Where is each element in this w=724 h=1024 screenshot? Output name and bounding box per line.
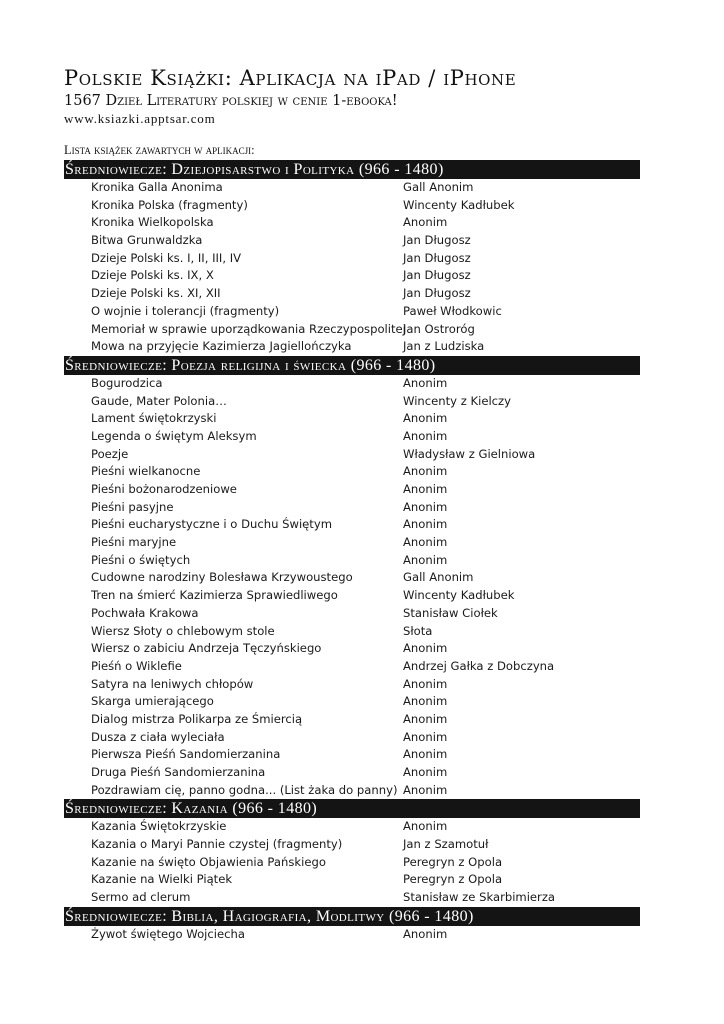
book-author: Anonim (403, 428, 448, 443)
book-title: Dusza z ciała wyleciała (91, 729, 225, 744)
book-author: Anonim (403, 411, 448, 426)
book-author: Anonim (403, 711, 448, 726)
book-row (64, 481, 640, 499)
book-title: Pieśń o Wiklefie (91, 658, 182, 673)
book-author: Władysław z Gielniowa (403, 446, 536, 461)
book-title: Żywot świętego Wojciecha (91, 926, 245, 941)
book-author: Peregryn z Opola (403, 854, 503, 869)
book-title: Lament świętokrzyski (91, 411, 217, 426)
book-title: Bogurodzica (91, 375, 163, 390)
book-title: Kronika Galla Anonima (91, 180, 223, 194)
book-title: Dialog mistrza Polikarpa ze Śmiercią (91, 711, 303, 726)
book-title: Tren na śmierć Kazimierza Sprawiedliwego (91, 588, 338, 603)
book-title: Kronika Polska (fragmenty) (91, 197, 248, 212)
document-title: Polskie Książki: Aplikacja na iPad / iPhone (64, 66, 517, 90)
book-author: Anonim (403, 641, 448, 656)
book-title: Poezje (91, 446, 129, 461)
book-row (64, 871, 640, 889)
book-author: Gall Anonim (403, 570, 474, 585)
book-row (64, 250, 640, 268)
book-author: Stanisław Ciołek (403, 605, 498, 620)
book-row (64, 729, 640, 747)
book-author: Jan Ostroróg (403, 321, 475, 336)
book-row (64, 552, 640, 570)
book-author: Anonim (403, 215, 448, 230)
book-title: Gaude, Mater Polonia… (91, 393, 227, 408)
book-row (64, 926, 640, 944)
list-label: Lista książek zawartych w aplikacji: (64, 143, 255, 157)
book-author: Anonim (403, 375, 448, 390)
book-row (64, 338, 640, 356)
book-author: Jan Długosz (403, 286, 471, 301)
book-author: Anonim (403, 765, 448, 779)
book-title: Kronika Wielkopolska (91, 215, 214, 230)
book-row (64, 623, 640, 641)
book-row (64, 640, 640, 658)
book-title: Pieśni maryjne (91, 535, 177, 550)
book-row (64, 658, 640, 676)
website-url: www.ksiazki.apptsar.com (64, 111, 216, 126)
book-title: Bitwa Grunwaldzka (91, 233, 203, 248)
book-author: Paweł Włodkowic (403, 303, 502, 318)
book-row (64, 854, 640, 872)
book-title: Druga Pieśń Sandomierzanina (91, 765, 266, 779)
book-author: Anonim (403, 517, 448, 532)
book-title: Pierwsza Pieśń Sandomierzanina (91, 747, 281, 762)
book-author: Jan z Szamotuł (403, 837, 489, 852)
book-row (64, 214, 640, 232)
book-title: Kazanie na święto Objawienia Pańskiego (91, 854, 326, 869)
book-author: Anonim (403, 926, 448, 941)
book-author: Anonim (403, 552, 448, 567)
book-row (64, 676, 640, 694)
book-row (64, 393, 640, 411)
book-author: Jan Długosz (403, 268, 471, 283)
book-author: Wincenty Kadłubek (403, 197, 515, 212)
book-title: Cudowne narodziny Bolesława Krzywoustego (91, 570, 353, 585)
book-author: Stanisław ze Skarbimierza (403, 890, 556, 905)
book-row (64, 889, 640, 907)
book-row (64, 267, 640, 285)
book-row (64, 428, 640, 446)
book-title: Pieśni o świętych (91, 552, 191, 567)
book-author: Wincenty Kadłubek (403, 588, 515, 603)
book-title: Dzieje Polski ks. XI, XII (91, 286, 221, 301)
book-row (64, 375, 640, 393)
book-row (64, 197, 640, 215)
book-row (64, 516, 640, 534)
book-author: Anonim (403, 747, 448, 762)
book-row (64, 446, 640, 464)
book-author: Anonim (403, 482, 448, 496)
book-title: Wiersz o zabiciu Andrzeja Tęczyńskiego (91, 641, 322, 656)
book-author: Anonim (403, 694, 448, 709)
book-title: Wiersz Słoty o chlebowym stole (91, 623, 275, 638)
book-row (64, 410, 640, 428)
section-header: Średniowiecze: Biblia, Hagiografia, Modlitwy (966 - 1480) (64, 907, 640, 926)
book-author: Gall Anonim (403, 180, 474, 194)
book-row (64, 179, 640, 197)
book-author: Anonim (403, 464, 448, 479)
book-title: Pozdrawiam cię, panno godna... (List żaka do panny) (91, 782, 398, 797)
book-row (64, 782, 640, 800)
book-row (64, 285, 640, 303)
book-row (64, 746, 640, 764)
book-row (64, 569, 640, 587)
document-subtitle: 1567 Dzieł Literatury polskiej w cenie 1-ebooka! (64, 93, 398, 109)
book-title: Pieśni wielkanocne (91, 464, 201, 479)
book-row (64, 321, 640, 339)
book-title: Mowa na przyjęcie Kazimierza Jagiellończyka (91, 339, 352, 354)
book-author: Słota (403, 623, 433, 638)
book-row (64, 764, 640, 782)
book-row (64, 587, 640, 605)
book-title: Pieśni pasyjne (91, 499, 174, 514)
book-row (64, 534, 640, 552)
book-title: Pochwała Krakowa (91, 605, 199, 620)
book-title: Pieśni bożonarodzeniowe (91, 482, 237, 496)
book-row (64, 605, 640, 623)
book-row (64, 499, 640, 517)
book-title: Pieśni eucharystyczne i o Duchu Świętym (91, 517, 333, 532)
book-author: Jan z Ludziska (403, 339, 485, 354)
book-author: Anonim (403, 499, 448, 514)
book-title: Satyra na leniwych chłopów (91, 676, 254, 691)
book-title: Kazania o Maryi Pannie czystej (fragmenty) (91, 837, 343, 852)
book-author: Wincenty z Kielczy (403, 393, 511, 408)
book-row (64, 818, 640, 836)
book-title: Kazania Świętokrzyskie (91, 819, 227, 834)
book-author: Jan Długosz (403, 250, 471, 265)
book-author: Jan Długosz (403, 233, 471, 248)
book-author: Anonim (403, 729, 448, 744)
book-author: Anonim (403, 535, 448, 550)
book-author: Anonim (403, 782, 448, 797)
book-author: Andrzej Gałka z Dobczyna (403, 658, 555, 673)
book-row (64, 463, 640, 481)
book-title: Sermo ad clerum (91, 890, 191, 905)
section-header: Średniowiecze: Kazania (966 - 1480) (64, 799, 640, 818)
book-title: Memoriał w sprawie uporządkowania Rzeczypospolitej (91, 321, 406, 336)
book-title: Dzieje Polski ks. IX, X (91, 268, 214, 283)
book-row (64, 711, 640, 729)
book-title: Dzieje Polski ks. I, II, III, IV (91, 250, 242, 265)
book-title: Skarga umierającego (91, 694, 214, 709)
section-header: Średniowiecze: Poezja religijna i świecka (966 - 1480) (64, 356, 640, 375)
book-row (64, 303, 640, 321)
section-header: Średniowiecze: Dziejopisarstwo i Polityka (966 - 1480) (64, 160, 640, 179)
book-author: Anonim (403, 676, 448, 691)
book-row (64, 232, 640, 250)
book-author: Peregryn z Opola (403, 872, 503, 887)
book-list (64, 160, 640, 944)
book-author: Anonim (403, 819, 448, 834)
book-title: Kazanie na Wielki Piątek (91, 872, 233, 887)
book-row (64, 836, 640, 854)
book-row (64, 693, 640, 711)
book-title: Legenda o świętym Aleksym (91, 428, 257, 443)
book-title: O wojnie i tolerancji (fragmenty) (91, 303, 280, 318)
